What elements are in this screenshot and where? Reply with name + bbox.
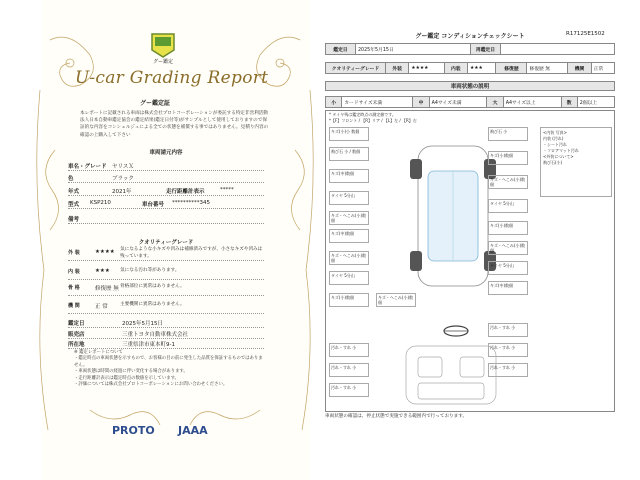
jaaa-logo: JAAA: [178, 424, 208, 437]
callout-right-3: キズ・へこみ(小)数個: [488, 175, 528, 189]
grading-report-title: U-car Grading Report: [75, 68, 269, 88]
certificate-title: グー鑑定証: [140, 100, 171, 107]
quality-row-engine: 機 関 正 常 主要機関に異常はありません。: [68, 298, 264, 314]
callout-right-7: タイヤ 5分山: [488, 261, 528, 275]
goo-kantei-logo: [150, 32, 176, 58]
issue-row-dealer: 販売店 三重トヨタ自動車株式会社: [68, 328, 264, 339]
callout-right-8: キズ(中)数個: [488, 281, 528, 295]
grade-table: クオリティーグレード 外装 ★★★★ 内装 ★★★ 修復歴 修復歴 無 機関 正常: [325, 62, 615, 74]
issue-row-address: 所在地 三重県津市東本町9-1: [68, 338, 264, 349]
interior-callout-5: 汚れ・すれ 小: [488, 343, 528, 357]
callout-left-4: タイヤ 5分山: [329, 191, 369, 205]
document-id: R17125E1502: [566, 31, 605, 37]
vehicle-row-remarks: 備考: [68, 213, 264, 224]
interior-callout-3: 汚れ・すれ 小: [329, 383, 369, 397]
footer-note: 車両状態の確認は、停止状態で実施できる範囲内で行っております。: [325, 414, 468, 419]
steering-wheel-icon: [441, 324, 471, 338]
quality-row-exterior: 外 装 ★★★★ 気になるような小キズや凹みは補修済みですが、小さなキズや凹みは残っています。: [68, 245, 264, 261]
callout-right-1: 飛び石 小: [488, 127, 528, 141]
side-notes-box: <内装 写真> 内装 (汚れ) ・シート汚れ ・フロアマット汚れ <外装について> 飛び石(小): [540, 127, 612, 197]
interior-callout-2: 汚れ・すれ 小: [329, 363, 369, 377]
callout-left-8: タイヤ 5分山: [329, 271, 369, 285]
proto-logo: PROTO: [112, 424, 155, 437]
quality-row-frame: 骨 格 修復歴 無 骨格部位に異常はありません。: [68, 280, 264, 296]
vehicle-row-color: 色 ブラック: [68, 172, 264, 183]
callout-right-4: タイヤ 5分山: [488, 199, 528, 213]
vehicle-row-year: 年式 2021年 走行距離計表示 *****: [68, 185, 264, 196]
date-table: 鑑定日 2025年5月15日 再鑑定日: [325, 43, 615, 55]
callout-left-3: キズ(中)数個: [329, 169, 369, 183]
callout-left-10: キズ・へこみ(小)数個: [376, 293, 416, 307]
legend-note-2: *【F】フロント / 【R】リア / 【L】左 / 【R】右: [329, 118, 417, 123]
callout-left-6: キズ(中)数個: [329, 229, 369, 243]
logo-caption: グー鑑定: [152, 59, 173, 65]
condition-diagram: [325, 110, 615, 412]
interior-callout-1: 汚れ・すれ 小: [329, 343, 369, 357]
callout-right-6: キズ・へこみ(小)数個: [488, 241, 528, 255]
vehicle-row-name: 車名・グレード ヤリスＸ: [68, 160, 264, 171]
condition-header: 車両状態の説明: [325, 81, 615, 91]
quality-row-interior: 内 装 ★★★ 気になる汚れ等があります。: [68, 264, 264, 280]
intro-text: 本レポートに記載される車両は株式会社プロトコーポレーションが委託する特定非営利活動法人日本自動車鑑定協会の鑑定結果(鑑定日付等)がサンプルとして使用しておりますので保証的な内容をコンシェルジュによる全ての状態を補償する事ではありません。見積り内容の確認の上購入して下さい: [80, 111, 269, 138]
interior-callout-4: 汚れ・すれ 小: [488, 323, 528, 337]
interior-callout-6: 汚れ・すれ 小: [488, 363, 528, 377]
vehicle-row-model: 型式 KSP210 車台番号 **********345: [68, 198, 264, 209]
callout-left-7: キズ・へこみ(小)数個: [329, 251, 369, 265]
quality-section-header: クオリティーグレード: [138, 240, 194, 246]
callout-left-2: 飛び石 小 / 数個: [329, 147, 369, 161]
callout-left-1: キズ(小)小 数個: [329, 127, 369, 141]
vehicle-section-header: 車両請元内容: [149, 150, 183, 156]
callout-left-5: キズ・へこみ(小)数個: [329, 211, 369, 225]
issue-row-date: 鑑定日 2025年5月15日: [68, 317, 264, 328]
sheet-title: グー鑑定 コンディションチェックシート: [415, 33, 525, 40]
callout-left-9: キズ(小)数個: [329, 293, 369, 307]
callout-right-5: キズ(小)数個: [488, 221, 528, 235]
callout-right-2: キズ(小)数個: [488, 151, 528, 165]
report-notes: ※ 鑑定レポートについて ・鑑定時点の車両状態を示すもので、お客様の目の前に発生した品質を保証するものではありません。 ・車両状態は時間の経過に伴い変化する場合があります。 ・走行距離計表示は鑑定時点の数値を示しています。 ・評価については株式会社プロトコーポレーションにお問い合わせください。: [74, 350, 263, 388]
size-legend-table: 小 カードサイズ未満 中 A4サイズ未満 大 A4サイズ以上 数 2個以上: [325, 96, 615, 108]
legend-note-1: * タイヤ残は鑑定時点の測定値です。: [329, 112, 396, 117]
